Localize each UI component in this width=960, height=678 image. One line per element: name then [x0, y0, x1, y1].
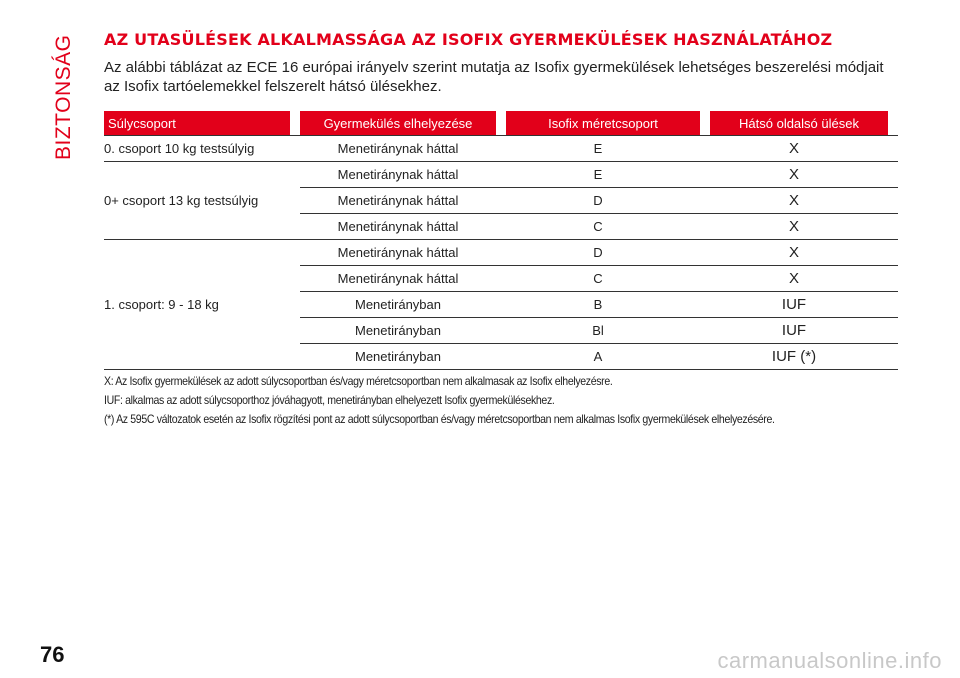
table-row	[300, 240, 898, 266]
table-row	[300, 344, 898, 369]
page-number: 76	[40, 642, 65, 667]
cell-position: Menetiránynak háttal	[337, 271, 459, 286]
table-row	[300, 162, 898, 188]
table-group-1	[104, 162, 898, 240]
cell-rear: IUF	[781, 296, 807, 313]
table-row	[300, 214, 898, 239]
cell-size: D	[593, 245, 603, 260]
group-label: 0+ csoport 13 kg testsúlyig	[104, 193, 259, 208]
cell-size: D	[593, 193, 603, 208]
cell-rear: IUF	[781, 322, 807, 339]
cell-size: B	[593, 297, 603, 312]
table-group-2	[104, 240, 898, 370]
cell-position: Menetiránynak háttal	[337, 245, 459, 260]
section-side-label: BIZTONSÁG	[52, 34, 75, 160]
note-x: X: Az Isofix gyermekülések az adott súlycsoportban és/vagy méretcsoportban nem alkalmasak az Isofix elhelyezésre.	[104, 374, 613, 388]
watermark: carmanualsonline.info	[717, 648, 942, 673]
cell-position: Menetirányban	[355, 297, 441, 312]
header-rear-seats: Hátsó oldalsó ülések	[710, 111, 888, 135]
intro-paragraph: Az alábbi táblázat az ECE 16 európai irányelv szerint mutatja az Isofix gyermekülések lehetséges beszerelési módjait az Isofix tartóelemekkel felszerelt hátsó ülésekhez.	[104, 59, 884, 95]
header-seat-position: Gyermekülés elhelyezése	[300, 111, 496, 135]
header-weight-group: Súlycsoport	[104, 111, 290, 135]
cell-rear: X	[788, 166, 799, 183]
isofix-table	[104, 111, 898, 370]
cell-size: C	[593, 219, 603, 234]
table-row	[300, 188, 898, 214]
cell-position: Menetiránynak háttal	[337, 219, 459, 234]
cell-size: Bl	[592, 323, 604, 338]
table-group-0	[104, 135, 898, 162]
cell-position: Menetiránynak háttal	[337, 141, 459, 156]
group-label: 0. csoport 10 kg testsúlyig	[104, 141, 255, 156]
note-595c: (*) Az 595C változatok esetén az Isofix rögzítési pont az adott súlycsoportban és/vagy méretcsoportban nem alkalmas Isofix gyermekülések elhelyezésére.	[104, 412, 775, 426]
group-label: 1. csoport: 9 - 18 kg	[104, 297, 219, 312]
table-notes	[104, 372, 904, 429]
cell-size: C	[593, 271, 603, 286]
table-row	[300, 318, 898, 344]
cell-rear: X	[788, 270, 799, 287]
table-row	[300, 292, 898, 318]
cell-rear: IUF (*)	[771, 348, 817, 365]
cell-rear: X	[788, 244, 799, 261]
cell-rear: X	[788, 140, 799, 157]
cell-rear: X	[788, 192, 799, 209]
header-isofix-size: Isofix méretcsoport	[506, 111, 700, 135]
cell-size: A	[593, 349, 603, 364]
cell-position: Menetiránynak háttal	[337, 167, 459, 182]
cell-position: Menetiránynak háttal	[337, 193, 459, 208]
cell-size: E	[593, 141, 603, 156]
page-title: AZ UTASÜLÉSEK ALKALMASSÁGA AZ ISOFIX GYERMEKÜLÉSEK HASZNÁLATÁHOZ	[104, 30, 833, 49]
cell-size: E	[593, 167, 603, 182]
table-header	[104, 111, 898, 135]
cell-position: Menetirányban	[355, 349, 441, 364]
cell-rear: X	[788, 218, 799, 235]
table-row	[300, 266, 898, 292]
note-iuf: IUF: alkalmas az adott súlycsoporthoz jóváhagyott, menetirányban elhelyezett Isofix gyermekülésekhez.	[104, 393, 555, 407]
table-row	[300, 136, 898, 161]
cell-position: Menetirányban	[355, 323, 441, 338]
